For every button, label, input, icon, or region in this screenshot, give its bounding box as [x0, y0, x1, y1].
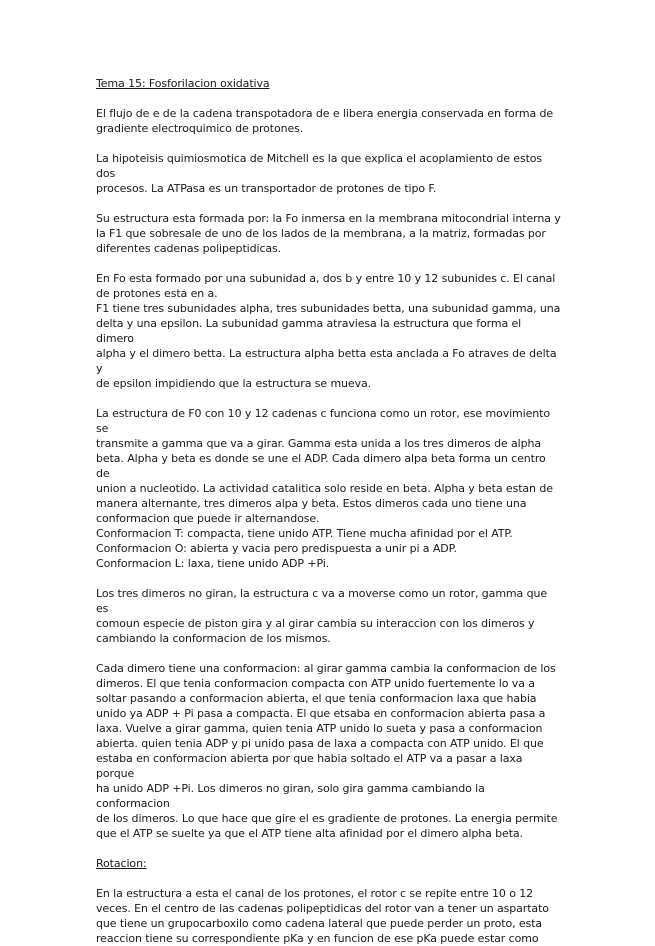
paragraph-fo: En Fo esta formado por una subunidad a, dos b y entre 10 y 12 subunides c. El canal de protones esta en a. — [96, 272, 556, 300]
paragraph-dimeros: Los tres dimeros no giran, la estructura c va a moverse como un rotor, gamma que es comoun especie de piston gira y al girar cambia su interaccion con los dimeros y cambiando la conformacion de los mismos. — [96, 587, 548, 645]
paragraph-conformacion: Cada dimero tiene una conformacion: al girar gamma cambia la conformacion de los dimeros. El que tenia conformacion compacta con ATP unido fuertemente lo va a soltar pasando a conformacion abierta, el que tenia conformacion laxa que habia unido ya ADP + Pi pasa a compacta. El que etsaba en conformacion abierta pasa a laxa. Vuelve a girar gamma, quien tenia ATP unido lo sueta y pasa a conformacion abierta. quien tenia ADP y pi unido pasa de laxa a compacta con ATP unido. El que estaba en conformacion abierta por que habia soltado el ATP va a pasar a laxa porque ha unido ADP +Pi. Los dimeros no giran, solo gira gamma cambiando la conformacion de los dimeros. Lo que hace que gire el es gradiente de protones. La energia permite que el ATP se suelte ya que el ATP tiene alta afinidad por el dimero alpha beta. — [96, 662, 558, 840]
document-title: Tema 15: Fosforilacion oxidativa — [96, 77, 270, 90]
conformation-t: Conformacion T: compacta, tiene unido ATP. Tiene mucha afinidad por el ATP. — [96, 527, 513, 540]
paragraph-hipotesis: La hipoteisis quimiosmotica de Mitchell es la que explica el acoplamiento de estos dos procesos. La ATPasa es un transportador de protones de tipo F. — [96, 152, 543, 195]
paragraph-rotor: La estructura de F0 con 10 y 12 cadenas c funciona como un rotor, ese movimiento se transmite a gamma que va a girar. Gamma esta unida a los tres dimeros de alpha beta. Alpha y beta es donde se une el ADP. Cada dimero alpa beta forma un centro de union a nucleotido. La actividad catalitica solo reside en beta. Alpha y beta estan de manera alternante, tres dimeros alpa y beta. Estos dimeros cada uno tiene una conformacion que puede ir alternandose. — [96, 407, 553, 525]
paragraph-flujo: El flujo de e de la cadena transpotadora de e libera energia conservada en forma de gradiente electroquimico de protones. — [96, 107, 554, 135]
subheading-rotacion: Rotacion: — [96, 857, 147, 870]
conformation-o: Conformacion O: abierta y vacia pero predispuesta a unir pi a ADP. — [96, 542, 457, 555]
paragraph-estructura: Su estructura esta formada por: la Fo inmersa en la membrana mitocondrial interna y la F1 que sobresale de uno de los lados de la membrana, a la matriz, formadas por diferentes cadenas polipeptidicas. — [96, 212, 561, 255]
conformation-l: Conformacion L: laxa, tiene unido ADP +Pi. — [96, 557, 330, 570]
paragraph-f1: F1 tiene tres subunidades alpha, tres subunidades betta, una subunidad gamma, una delta y una epsilon. La subunidad gamma atraviesa la estructura que forma el dimero alpha y el dimero betta. La estructura alpha betta esta anclada a Fo atraves de delta y de epsilon impidiendo que la estructura se mueva. — [96, 302, 561, 390]
paragraph-final: En la estructura a esta el canal de los protones, el rotor c se repite entre 10 o 12 veces. En el centro de las cadenas polipeptidicas del rotor van a tener un aspartato que tiene un grupocarboxilo como cadena lateral que puede perder un proto, esta reaccion tiene su correspondiente pKa y en funcion de ese pKa puede estar como — [96, 887, 549, 945]
document-page — [96, 76, 561, 946]
